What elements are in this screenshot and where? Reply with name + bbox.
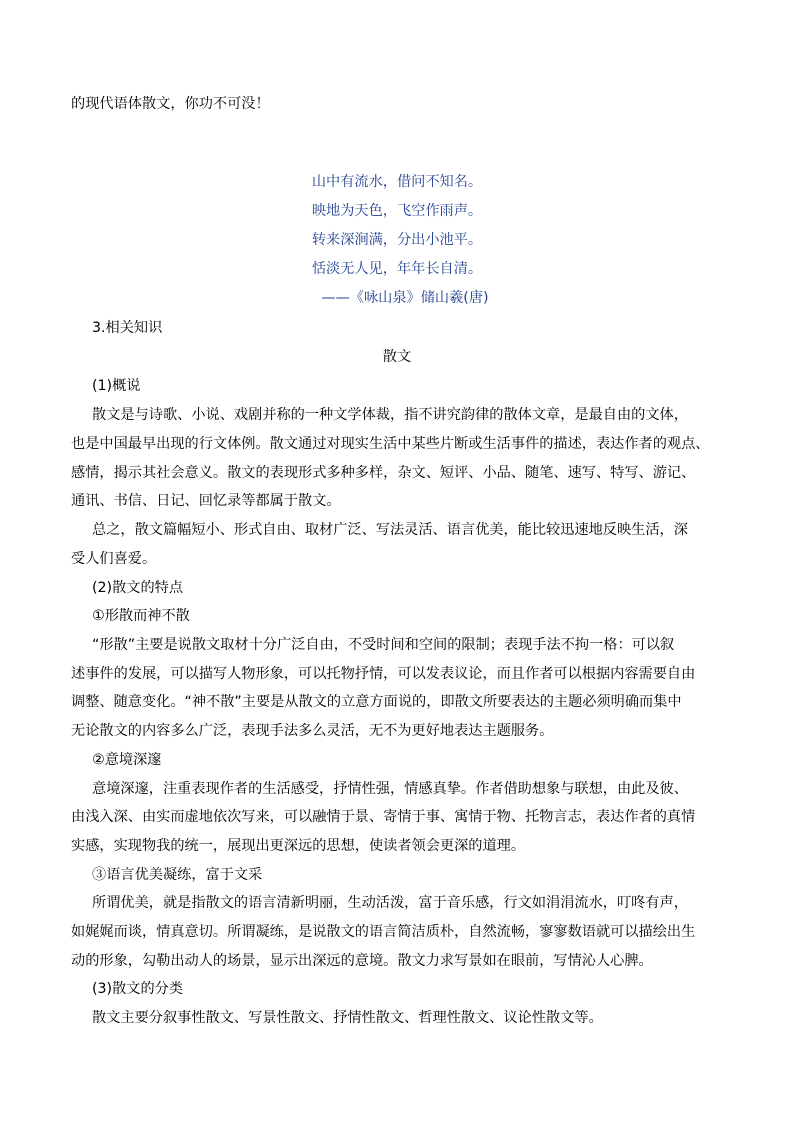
poem-attribution: ——《咏山泉》储山羲(唐) bbox=[321, 290, 489, 306]
overview-heading: (1)概说 bbox=[92, 378, 141, 394]
poem-line-3: 转来深涧满，分出小池平。 bbox=[311, 232, 483, 248]
poem-line-1: 山中有流水，借问不知名。 bbox=[311, 174, 483, 190]
classification-heading: (3)散文的分类 bbox=[92, 981, 184, 997]
overview-line-1: 散文是与诗歌、小说、戏剧并称的一种文学体裁，指不讲究韵律的散体文章，是最自由的文体， bbox=[92, 407, 688, 423]
feature2-line-1: 意境深邃，注重表现作者的生活感受，抒情性强，情感真挚。作者借助想象与联想，由此及彼、 bbox=[92, 781, 688, 797]
feature3-line-1: 所谓优美，就是指散文的语言清新明丽，生动活泼，富于音乐感，行文如涓涓流水，叮咚有声， bbox=[92, 895, 688, 911]
feature2-line-2: 由浅入深、由实而虚地依次写来，可以融情于景、寄情于事、寓情于物、托物言志，表达作者的真情 bbox=[71, 809, 696, 825]
overview-line-2: 也是中国最早出现的行文体例。散文通过对现实生活中某些片断或生活事件的描述，表达作者的观点、 bbox=[71, 436, 710, 452]
feature1-heading: ①形散而神不散 bbox=[92, 608, 190, 624]
poem-line-2: 映地为天色，飞空作雨声。 bbox=[311, 203, 483, 219]
summary-line-1: 总之，散文篇幅短小、形式自由、取材广泛、写法灵活、语言优美，能比较迅速地反映生活，深 bbox=[92, 522, 688, 538]
topic-title: 散文 bbox=[382, 349, 412, 365]
feature3-line-2: 如娓娓而谈，情真意切。所谓凝练，是说散文的语言简洁质朴，自然流畅，寥寥数语就可以描绘出生 bbox=[71, 924, 696, 940]
overview-line-4: 通讯、书信、日记、回忆录等都属于散文。 bbox=[71, 493, 341, 509]
feature1-line-3: 调整、随意变化。“神不散”主要是从散文的立意方面说的，即散文所要表达的主题必须明确而集中 bbox=[71, 694, 682, 710]
summary-line-2: 受人们喜爱。 bbox=[71, 551, 157, 567]
feature3-heading: ③语言优美凝练，富于文采 bbox=[92, 867, 263, 883]
poem-line-4: 恬淡无人见，年年长自清。 bbox=[311, 261, 483, 277]
overview-line-3: 感情，揭示其社会意义。散文的表现形式多种多样，杂文、短评、小品、随笔、速写、特写、游记、 bbox=[71, 465, 696, 481]
feature1-line-2: 述事件的发展，可以描写人物形象，可以托物抒情，可以发表议论，而且作者可以根据内容需要自由 bbox=[71, 666, 696, 682]
section-heading: 3.相关知识 bbox=[92, 320, 163, 336]
feature2-heading: ②意境深邃 bbox=[92, 752, 162, 768]
feature1-line-1: “形散”主要是说散文取材十分广泛自由，不受时间和空间的限制；表现手法不拘一格：可以叙 bbox=[92, 637, 675, 653]
classification-line: 散文主要分叙事性散文、写景性散文、抒情性散文、哲理性散文、议论性散文等。 bbox=[92, 1010, 603, 1026]
feature3-line-3: 动的形象，勾勒出动人的场景，显示出深远的意境。散文力求写景如在眼前，写情沁人心脾。 bbox=[71, 953, 653, 969]
feature1-line-4: 无论散文的内容多么广泛，表现手法多么灵活，无不为更好地表达主题服务。 bbox=[71, 723, 554, 739]
feature2-line-3: 实感，实现物我的统一，展现出更深远的思想，使读者领会更深的道理。 bbox=[71, 838, 526, 854]
features-heading: (2)散文的特点 bbox=[92, 580, 184, 596]
intro-tail: 的现代语体散文，你功不可没！ bbox=[71, 96, 270, 112]
